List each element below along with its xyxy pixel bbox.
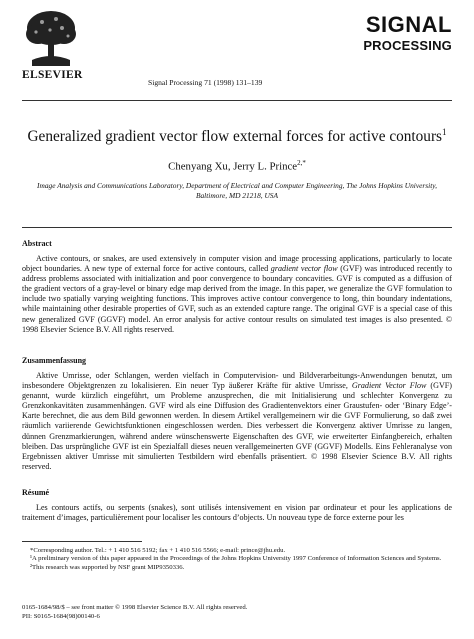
abstract-body: Active contours, or snakes, are used extensively in computer vision and image processing applications, particularly to locate object boundaries. A new type of external force for active contours, called gradient vector flow (GVF) was introduced recently to address problems associated with initialization and poor convergence to boundary concavities. GVF is computed as a diffusion of the gradient vectors of a gray-level or binary edge map derived from the image. In this paper, we generalize the GVF formulation to include two spatially varying weighting functions. This improves active contour convergence to long, thin boundary indentations, while maintaining other desirable properties of GVF, such as an extended capture range. The original GVF is a special case of this new generalized GVF (GGVF) model. An error analysis for active contour results on simulated test images is also presented. © 1998 Elsevier Science B.V. All rights reserved.	[22, 254, 452, 334]
author-line	[0, 159, 474, 173]
resume-body: Les contours actifs, ou serpents (snakes), sont utilisés intensivement en vision par ordinateur et pour les applications de traitement d’images, particulièrement pour localiser les contours d’objects. Un nouveau type de force externe pour les	[22, 503, 452, 523]
abstract-heading: Abstract	[22, 239, 52, 248]
zusammenfassung-body: Aktive Umrisse, oder Schlangen, werden vielfach in Computervision- und Bildverarbeitungs-Anwendungen benutzt, um insbesondere Objektgrenzen zu lokalisieren. Ein neuer Typ äußerer Kräfte für aktive Umrisse, Gradient Vector Flow (GVF) genannt, wurde kürzlich eingeführt, um Probleme anzusprechen, die mit Initialisierung und schlechter Konvergenz zu Grenzkonkavitäten zusammenhängen. GVF wird als eine Diffusion des Gradientenvektors einer Graustufen- oder ‘Binary Edge’-Karte berechnet, die aus dem Bild gewonnen werden. In diesem Artikel verallgemeinern wir die GVF Formulierung, so daß zwei räumlich variierende Gewichtsfunktionen eingeschlossen werden. Dies verbessert die Konvergenz aktiver Umrisse zu langen, dünnen Grenzmarkierungen, während andere wünschenswerte Eigenschaften des GVF, wie erweiterter Einfangbereich, erhalten bleiben. Das ursprüngliche GVF ist ein Spezialfall dieses neuen verallgemeinerten GVF (GGVF) Modells. Eins Fehleranalyse von Ergebnissen aktiver Umrisse mit simulierten Testbildern wird ebenfalls präsentiert. © 1998 Elsevier Science B.V. All rights reserved.	[22, 371, 452, 471]
title-text: Generalized gradient vector flow external forces for active contours	[27, 128, 443, 146]
footnote-2: ²This research was supported by NSF grant MIP9350336.	[30, 563, 185, 571]
author-footnote-marker: 2,*	[297, 159, 306, 167]
title-rule	[22, 227, 452, 228]
zusammenfassung-term: Gradient Vector Flow	[351, 381, 427, 391]
footnotes	[22, 547, 452, 572]
copyright-line: 0165-1684/98/$ – see front matter © 1998 Elsevier Science B.V. All rights reserved.	[22, 604, 248, 611]
elsevier-tree-logo	[22, 8, 80, 70]
abstract-term: gradient vector flow	[270, 264, 338, 274]
resume-heading: Résumé	[22, 488, 50, 497]
header-rule	[22, 100, 452, 101]
footnote-1: ¹A preliminary version of this paper appeared in the Proceedings of the Johns Hopkins University 1997 Conference of Information Sciences and Systems.	[30, 555, 442, 563]
title-footnote-marker: 1	[442, 127, 447, 137]
pii-line: PII: S0165-1684(98)00140-6	[22, 612, 100, 620]
journal-brand	[363, 14, 452, 52]
brand-line-2: PROCESSING	[363, 38, 452, 53]
footnote-corresponding: *Corresponding author. Tel.: + 1 410 516 5192; fax + 1 410 516 5566; e-mail: prince@jhu.edu.	[30, 547, 286, 554]
article-title	[0, 127, 474, 146]
copyright-block	[22, 604, 247, 621]
affiliation: Image Analysis and Communications Laboratory, Department of Electrical and Computer Engineering, The Johns Hopkins University, Baltimore, MD 21218, USA	[37, 181, 437, 200]
zusammenfassung-heading: Zusammenfassung	[22, 356, 87, 365]
brand-line-1: SIGNAL	[365, 12, 452, 37]
journal-citation: Signal Processing 71 (1998) 131–139	[148, 78, 263, 87]
publisher-name: ELSEVIER	[22, 69, 83, 81]
footnote-rule	[22, 541, 142, 542]
authors-text: Chenyang Xu, Jerry L. Prince	[168, 160, 298, 173]
